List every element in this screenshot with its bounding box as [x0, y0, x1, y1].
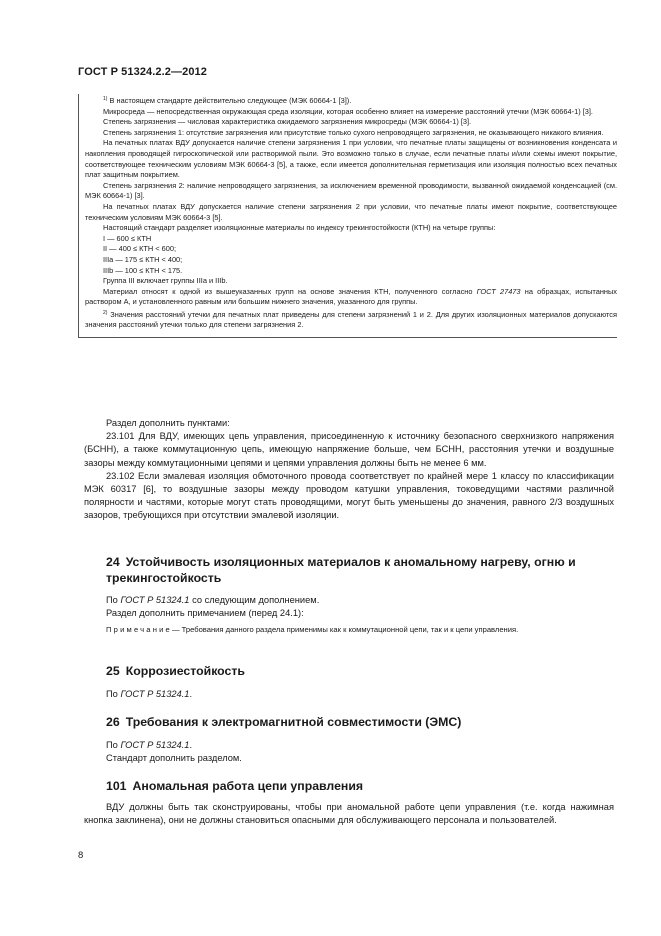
footnote-text: на образцах, испытанных раствором А, и установленного равным или большим нижнего значения, указанного для группы.: [85, 286, 618, 307]
note-text: — Требования данного раздела применимы как к коммутационной цепи, так и к цепи управления.: [171, 625, 519, 635]
section-number: 25: [106, 664, 120, 678]
section-title: Требования к электромагнитной совместимости (ЭМС): [125, 715, 462, 729]
section-title: Аномальная работа цепи управления: [132, 779, 364, 793]
body-paragraph: [84, 594, 614, 607]
footnote-paragraph: Настоящий стандарт разделяет изоляционные материалы по индексу трекингостойкости (КТН) на четыре группы:: [103, 223, 496, 233]
section-25-body: [84, 688, 614, 701]
footnote-paragraph: [85, 287, 617, 308]
section-26-body: [84, 739, 614, 765]
footnote-2-text: Значения расстояний утечки для печатных плат приведены для степени загрязнений 1 и 2. Для других изоляционных материалов допускаются значения расстояний утечки только для степени загрязнения 2.: [85, 309, 617, 330]
body-text: .: [189, 740, 193, 750]
body-text: По: [106, 689, 121, 699]
document-header: ГОСТ Р 51324.2.2—2012: [78, 66, 207, 78]
note-label: Примечание: [106, 625, 172, 635]
footnote-paragraph: Степень загрязнения — числовая характеристика ожидаемого загрязнения микросреды (МЭК 60664-1) [3].: [103, 117, 472, 127]
group-item: II — 400 ≤ КТН < 600;: [103, 244, 177, 254]
clause-23-101: 23.101 Для ВДУ, имеющих цепь управления, присоединенную к источнику безопасного сверхнизкого напряжения (БСНН), а также коммутационную цепь, имеющую напряжение больше, чем БСНН, расстояния утечки и воздушные зазоры между коммутационными цепями и цепями управления должны быть не менее 6 мм.: [84, 431, 614, 468]
footnote-paragraph: Микросреда — непосредственная окружающая среда изоляции, которая особенно влияет на измерение расстояний утечки (МЭК 60664-1) [3].: [103, 106, 593, 116]
standard-reference: ГОСТ Р 51324.1: [120, 740, 190, 750]
body-paragraph: Раздел дополнить примечанием (перед 24.1):: [106, 608, 304, 619]
footnote-paragraph: На печатных платах ВДУ допускается наличие степени загрязнения 2 при условии, что печатные платы имеют покрытие, соответствующее техническим условиям МЭК 60664-3 [5].: [85, 201, 617, 222]
standard-reference: ГОСТ Р 51324.1: [120, 595, 190, 605]
section-24-heading: [106, 554, 606, 586]
group-item: IIIb — 100 ≤ КТН < 175.: [103, 265, 183, 275]
footnote-paragraph: Степень загрязнения 1: отсутствие загрязнения или присутствие только сухого непроводящего загрязнения, не оказывающего никакого влияния.: [103, 127, 604, 137]
section-title: Коррозиестойкость: [125, 664, 245, 678]
body-paragraph: ВДУ должны быть так сконструированы, чтобы при аномальной работе цепи управления (т.е. когда нажимная кнопка заклинена), они не должны становиться опасными для обслуживающего персонала и пользователей.: [84, 802, 614, 826]
body-paragraph: Раздел дополнить пунктами:: [106, 418, 230, 428]
footnote-1-marker: 1): [103, 96, 108, 102]
clause-23-102: 23.102 Если эмалевая изоляция обмоточного провода соответствует по крайней мере 1 классу по классификации МЭК 60317 [6], то воздушные зазоры между проводом катушки управления, токоведущими частями различной полярности и частями, которые могут стать проводящими, могут быть уменьшены до значения, равного 2/3 воздушных зазоров, требующихся при отсутствии эмалевой изоляции.: [84, 470, 614, 521]
section-title: Устойчивость изоляционных материалов к аномальному нагреву, огню и трекингостойкость: [106, 555, 576, 585]
section-25-heading: [106, 663, 606, 679]
section-24-body: [84, 594, 614, 635]
section-101-heading: [106, 778, 606, 794]
body-text: со следующим дополнением.: [189, 595, 320, 605]
body-text: .: [189, 689, 193, 699]
section-number: 101: [106, 779, 127, 793]
footnote-paragraph: Степень загрязнения 2: наличие непроводящего загрязнения, за исключением временной проводимости, вызванной ожидаемой конденсацией (см. МЭК 60664-1) [3].: [85, 180, 617, 201]
footnotes-block: [78, 94, 617, 338]
page-number: 8: [78, 850, 84, 861]
group-item: IIIa — 175 ≤ КТН < 400;: [103, 254, 183, 264]
section-number: 26: [106, 715, 120, 729]
group-item: Группа III включает группы IIIa и IIIb.: [103, 276, 228, 286]
section-101-body: [84, 801, 614, 827]
body-paragraph: [84, 688, 614, 701]
note: [84, 624, 614, 635]
section-26-heading: [106, 714, 606, 730]
standard-reference: ГОСТ 27473: [476, 286, 521, 296]
footnote-paragraph: На печатных платах ВДУ допускается наличие степени загрязнения 1 при условии, что печатные платы защищены от возникновения конденсата и накопления проводящей гигроскопической или растворимой пыли. Это возможно только в случае, если печатные платы и/или схемы имеют покрытие, соответствующее техническим условиям МЭК 60664-3 [5], а также, если имеется дополнительная герметизация или изоляция полностью всех печатных плат защитным покрытием.: [85, 138, 617, 180]
footnote-1: [85, 94, 617, 107]
body-paragraph: [84, 739, 614, 752]
footnote-text: Материал относят к одной из вышеуказанных групп на основе значения КТН, полученного согласно: [103, 286, 477, 296]
footnote-2: [85, 308, 617, 331]
body-text: По: [106, 595, 121, 605]
body-text: По: [106, 740, 121, 750]
standard-reference: ГОСТ Р 51324.1: [120, 689, 190, 699]
section-23-additions: [84, 417, 614, 523]
section-number: 24: [106, 555, 120, 569]
footnote-1-text: В настоящем стандарте действительно следующее (МЭК 60664-1 [3]).: [107, 96, 352, 105]
group-item: I — 600 ≤ КТН: [103, 233, 152, 243]
body-paragraph: Стандарт дополнить разделом.: [106, 753, 242, 764]
footnote-2-marker: 2): [103, 309, 108, 316]
